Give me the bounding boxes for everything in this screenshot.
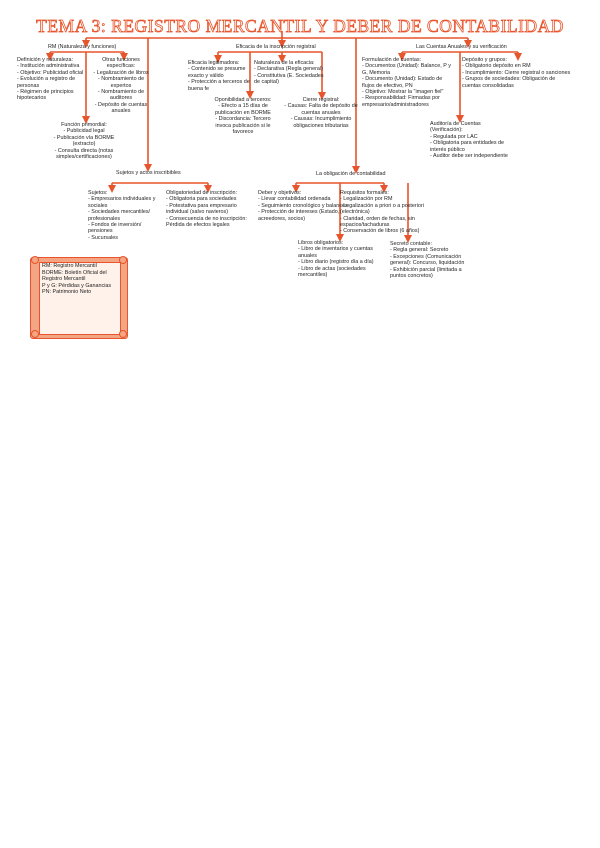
legend-text: RM: Registro Mercantil BORME: Boletín Oficial del Registro Mercantil P y G: Pérdidas y Ganancias PN: Patrimonio Neto — [42, 263, 112, 295]
obligatoriedad-node: Obligatoriedad de inscripción: - Obligatoria para sociedades - Potestativa para empresario individual (salvo navieros) - Consecuencia de no inscripción: Pérdida de efectos legales — [166, 190, 247, 229]
naturaleza-eficacia-node: Naturaleza de la eficacia: - Declarativa (Regla general) - Constitutiva (E. Sociedades de capital) — [254, 60, 324, 86]
page-title: TEMA 3: REGISTRO MERCANTIL Y DEBER DE CONTABILIDAD — [36, 16, 564, 36]
funcion-primordial-node: Función primordial: - Publicidad legal - Publicación vía BORME (extracto) - Consulta directa (notas simples/certificaciones) — [53, 122, 115, 161]
deber-objetivos-node: Deber y objetivos: - Llevar contabilidad ordenada - Seguimiento cronológico y balances - Protección de intereses (Estado, acreedores, socios) — [258, 190, 348, 222]
contabilidad-header: La obligación de contabilidad — [316, 171, 386, 177]
otras-funciones-node: Otras funciones específicas: - Legalización de libros - Nombramiento de expertos - Nombramiento de auditores - Depósito de cuentas anuales — [93, 57, 149, 115]
auditoria-node: Auditoría de Cuentas (Verificación): - Regulada por LAC - Obligatoria para entidades de interés público - Auditor debe ser independiente — [430, 121, 508, 160]
libros-obligatorios-node: Libros obligatorios: - Libro de inventarios y cuentas anuales - Libro diario (registro día a día) - Libro de actas (sociedades mercantiles) — [298, 240, 374, 279]
definicion-naturaleza-node: Definición y naturaleza: - Institución administrativa - Objetivo: Publicidad oficial - Evolución a registro de personas - Régimen de principios hipotecarios — [17, 57, 84, 102]
secreto-contable-node: Secreto contable: - Regla general: Secreto - Excepciones (Comunicación general): Concurso, liquidación - Exhibición parcial (limitada a puntos concretos) — [390, 241, 465, 280]
scroll-roll-icon — [31, 256, 39, 264]
eficacia-header: Eficacia de la inscripción registral — [236, 44, 316, 50]
formulacion-cuentas-node: Formulación de cuentas: - Documentos (Unidad): Balance, P y G, Memoria - Documento (Unidad): Estado de flujos de efectivo, PN - Objetivo: Mostrar la "imagen fiel" - Responsabilidad: Firmadas por empresario/administradores — [362, 57, 451, 108]
scroll-roll-icon — [31, 330, 39, 338]
requisitos-formales-node: Requisitos formales: - Legalización por RM - Legalización a priori o a posteriori (electrónica) - Claridad, orden de fechas, sin espacios/tachaduras - Conservación de libros (6 años) — [340, 190, 424, 235]
rm-header: RM (Naturaleza y funciones) — [48, 44, 117, 50]
sujetos-node: Sujetos: - Empresarios individuales y sociales - Sociedades mercantiles/ profesionales - Fondos de inversión/ pensiones - Sucursales — [88, 190, 156, 241]
cuentas-header: Las Cuentas Anuales y su verificación — [416, 44, 507, 50]
cierre-registral-node: Cierre registral: - Causas: Falta de depósito de cuentas anuales - Causas: Incumplimiento obligaciones tributarias — [284, 97, 358, 129]
abbreviations-legend — [30, 257, 128, 339]
eficacia-legitimadora-node: Eficacia legitimadora: - Contenido se presume exacto y válido - Protección a terceros de buena fe — [188, 60, 250, 92]
sujetos-header: Sujetos y actos inscribibles — [116, 170, 181, 176]
deposito-grupos-node: Depósito y grupos: - Obligatorio depósito en RM - Incumplimiento: Cierre registral o sanciones - Grupos de sociedades: Obligación de cuentas consolidadas — [462, 57, 571, 89]
scroll-roll-icon — [119, 256, 127, 264]
scroll-roll-icon — [119, 330, 127, 338]
oponibilidad-node: Oponibilidad a terceros: - Efecto a 15 días de publicación en BORME - Discordancia: Tercero invoca publicación si le favorece — [214, 97, 272, 136]
